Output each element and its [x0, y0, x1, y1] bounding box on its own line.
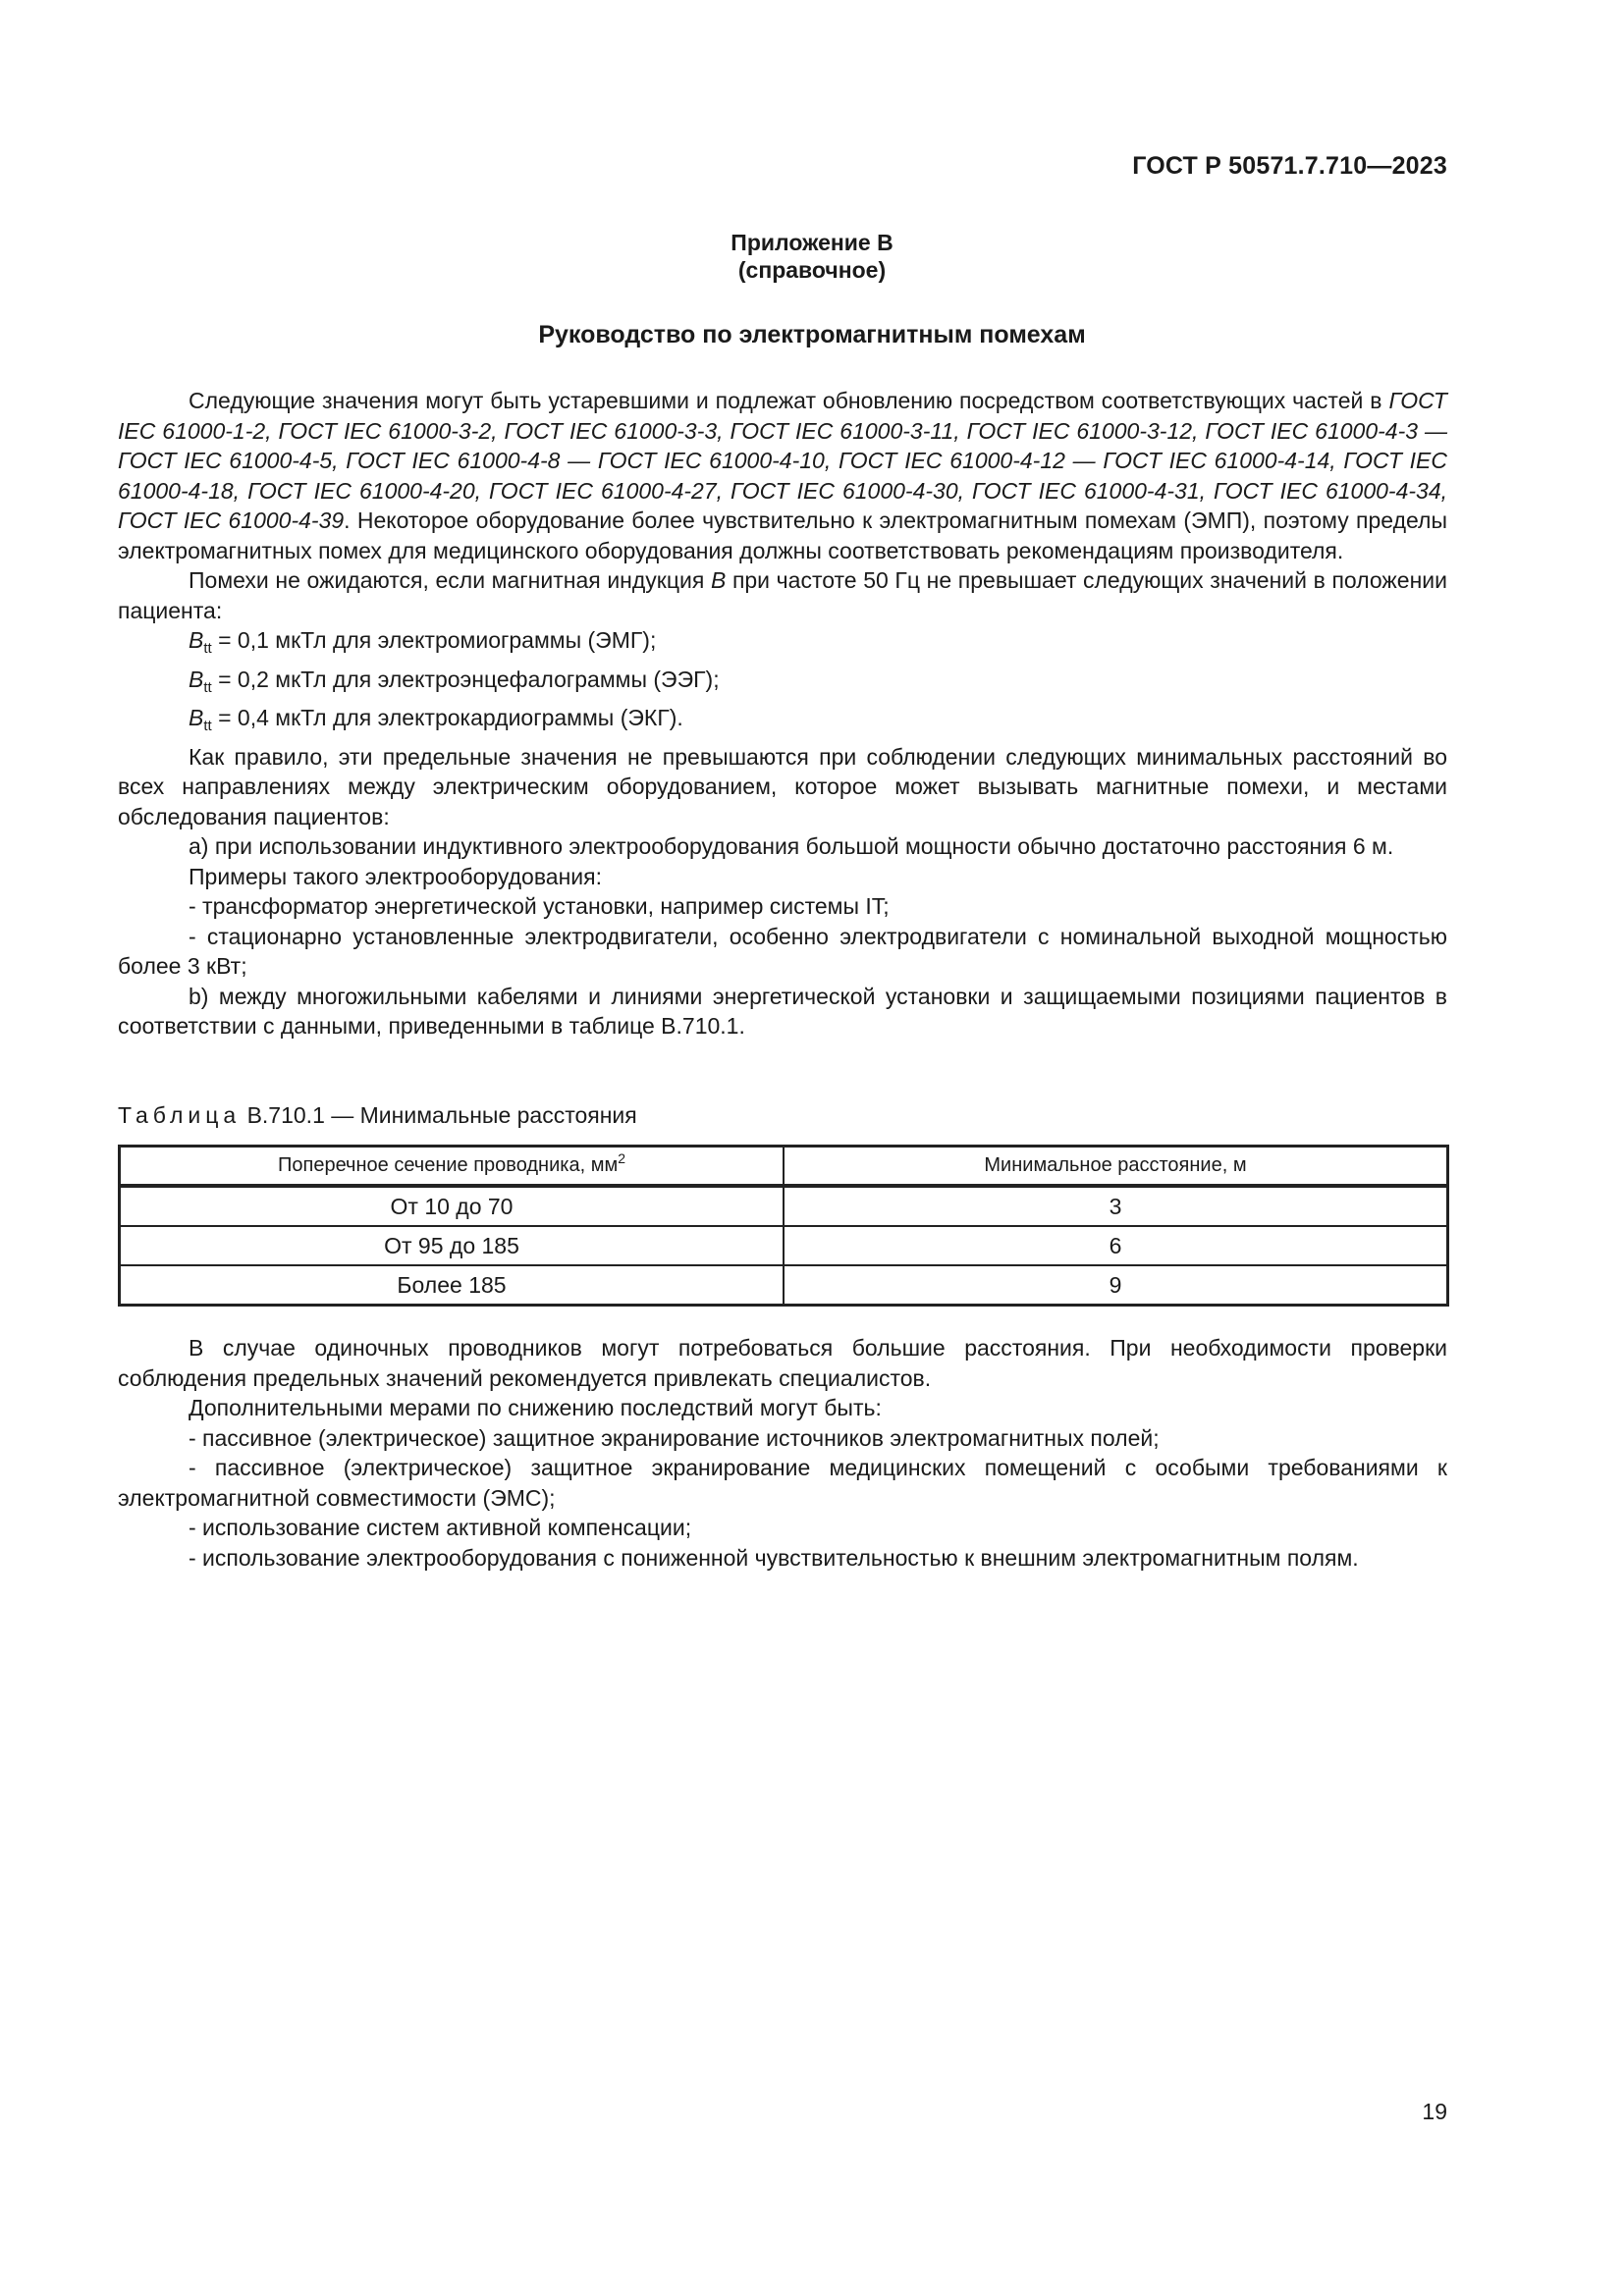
limit-subscript: tt [203, 678, 212, 696]
table-cell-section: От 95 до 185 [120, 1226, 785, 1265]
list-item-transformer: - трансформатор энергетической установки, например системы IT; [189, 893, 890, 919]
paragraph-induction [118, 565, 1447, 625]
paragraph-standards-lead: Следующие значения могут быть устаревшими и подлежат обновлению посредством соответствующих частей в [189, 388, 1389, 413]
paragraph-examples: Примеры такого электрооборудования: [189, 863, 602, 889]
paragraph-distances: Как правило, эти предельные значения не превышаются при соблюдении следующих минимальных расстояний во всех направлениях между электрическим оборудованием, которое может вызывать магнитные помехи, и местами обследования пациентов: [118, 743, 1447, 829]
table-row [120, 1265, 1448, 1306]
table-caption-rest: В.710.1 — Минимальные расстояния [241, 1102, 637, 1128]
table-cell-section: От 10 до 70 [120, 1186, 785, 1226]
table-header-section [120, 1147, 785, 1187]
document-code: ГОСТ Р 50571.7.710—2023 [1132, 152, 1447, 180]
list-item-active-compensation: - использование систем активной компенсации; [189, 1515, 692, 1540]
list-item-motors: - стационарно установленные электродвигатели, особенно электродвигатели с номинальной выходной мощностью более 3 кВт; [118, 923, 1447, 979]
standards-list: ГОСТ IEC 61000-1-2, ГОСТ IEC 61000-3-2, ГОСТ IEC 61000-3-3, ГОСТ IEC 61000-3-11, ГОСТ IEC 61000-3-12, ГОСТ IEC 61000-4-3 — ГОСТ IEC 61000-4-5, ГОСТ IEC 61000-4-8 — ГОСТ IEC 61000-4-10, ГОСТ IEC 61000-4-12 — ГОСТ IEC 61000-4-14, ГОСТ IEC 61000-4-18, ГОСТ IEC 61000-4-20, ГОСТ IEC 61000-4-27, ГОСТ IEC 61000-4-30, ГОСТ IEC 61000-4-31, ГОСТ IEC 61000-4-34, ГОСТ IEC 61000-4-39 [118, 388, 1447, 533]
limit-text: = 0,1 мкТл для электромиограммы (ЭМГ); [211, 627, 657, 653]
limit-text: = 0,4 мкТл для электрокардиограммы (ЭКГ). [211, 705, 683, 730]
paragraph-additional-measures: Дополнительными мерами по снижению последствий могут быть: [189, 1395, 882, 1420]
induction-symbol: B [710, 567, 727, 593]
table-cell-distance: 3 [784, 1186, 1448, 1226]
annex-title: Приложение В [731, 230, 893, 255]
table-header-row [120, 1147, 1448, 1187]
table-header-distance: Минимальное расстояние, м [784, 1147, 1448, 1187]
limit-subscript: tt [203, 640, 212, 657]
body-text [118, 386, 1447, 1041]
list-item-low-sensitivity: - использование электрооборудования с пониженной чувствительностью к внешним электромагнитным полям. [189, 1544, 1359, 1571]
table-row [120, 1226, 1448, 1265]
limit-symbol: B [189, 666, 204, 692]
list-item-room-shielding: - пассивное (электрическое) защитное экранирование медицинских помещений с особыми требованиями к электромагнитной совместимости (ЭМС); [118, 1455, 1447, 1511]
list-item-b: b) между многожильными кабелями и линиями энергетической установки и защищаемыми позициями пациентов в соответствии с данными, приведенными в таблице В.710.1. [118, 983, 1447, 1039]
table-row [120, 1186, 1448, 1226]
table-cell-distance: 9 [784, 1265, 1448, 1306]
limit-symbol: B [189, 705, 204, 730]
table-caption-word: Таблица [118, 1102, 242, 1128]
table-cell-section: Более 185 [120, 1265, 785, 1306]
paragraph-induction-lead: Помехи не ожидаются, если магнитная индукция [189, 567, 711, 593]
table-cell-distance: 6 [784, 1226, 1448, 1265]
paragraph-standards [118, 386, 1447, 565]
paragraph-induction-tail: при частоте 50 Гц не превышает следующих значений в положении пациента: [118, 567, 1447, 623]
page-number: 19 [1422, 2099, 1447, 2124]
limit-item-emg [118, 625, 1447, 665]
list-item-a: а) при использовании индуктивного электрооборудования большой мощности обычно достаточно расстояния 6 м. [189, 833, 1394, 859]
limit-subscript: tt [203, 718, 212, 734]
header-section-sup: 2 [618, 1150, 625, 1166]
limit-text: = 0,2 мкТл для электроэнцефалограммы (ЭЭГ); [211, 666, 720, 692]
limit-item-eeg [118, 665, 1447, 704]
limit-symbol: B [189, 627, 204, 653]
limit-item-ecg [118, 703, 1447, 742]
paragraph-single-conductors: В случае одиночных проводников могут потребоваться большие расстояния. При необходимости проверки соблюдения предельных значений рекомендуется привлекать специалистов. [118, 1335, 1447, 1391]
minimal-distances-table [118, 1145, 1449, 1307]
after-table-text [118, 1333, 1447, 1573]
section-title: Руководство по электромагнитным помехам [538, 321, 1086, 348]
header-section-text: Поперечное сечение проводника, мм [278, 1154, 619, 1176]
table-caption [118, 1102, 637, 1129]
list-item-source-shielding: - пассивное (электрическое) защитное экранирование источников электромагнитных полей; [189, 1424, 1160, 1451]
annex-subtitle: (справочное) [737, 257, 887, 283]
paragraph-standards-tail: . Некоторое оборудование более чувствительно к электромагнитным помехам (ЭМП), поэтому пределы электромагнитных помех для медицинского оборудования должны соответствовать рекомендациям производителя. [118, 507, 1447, 563]
